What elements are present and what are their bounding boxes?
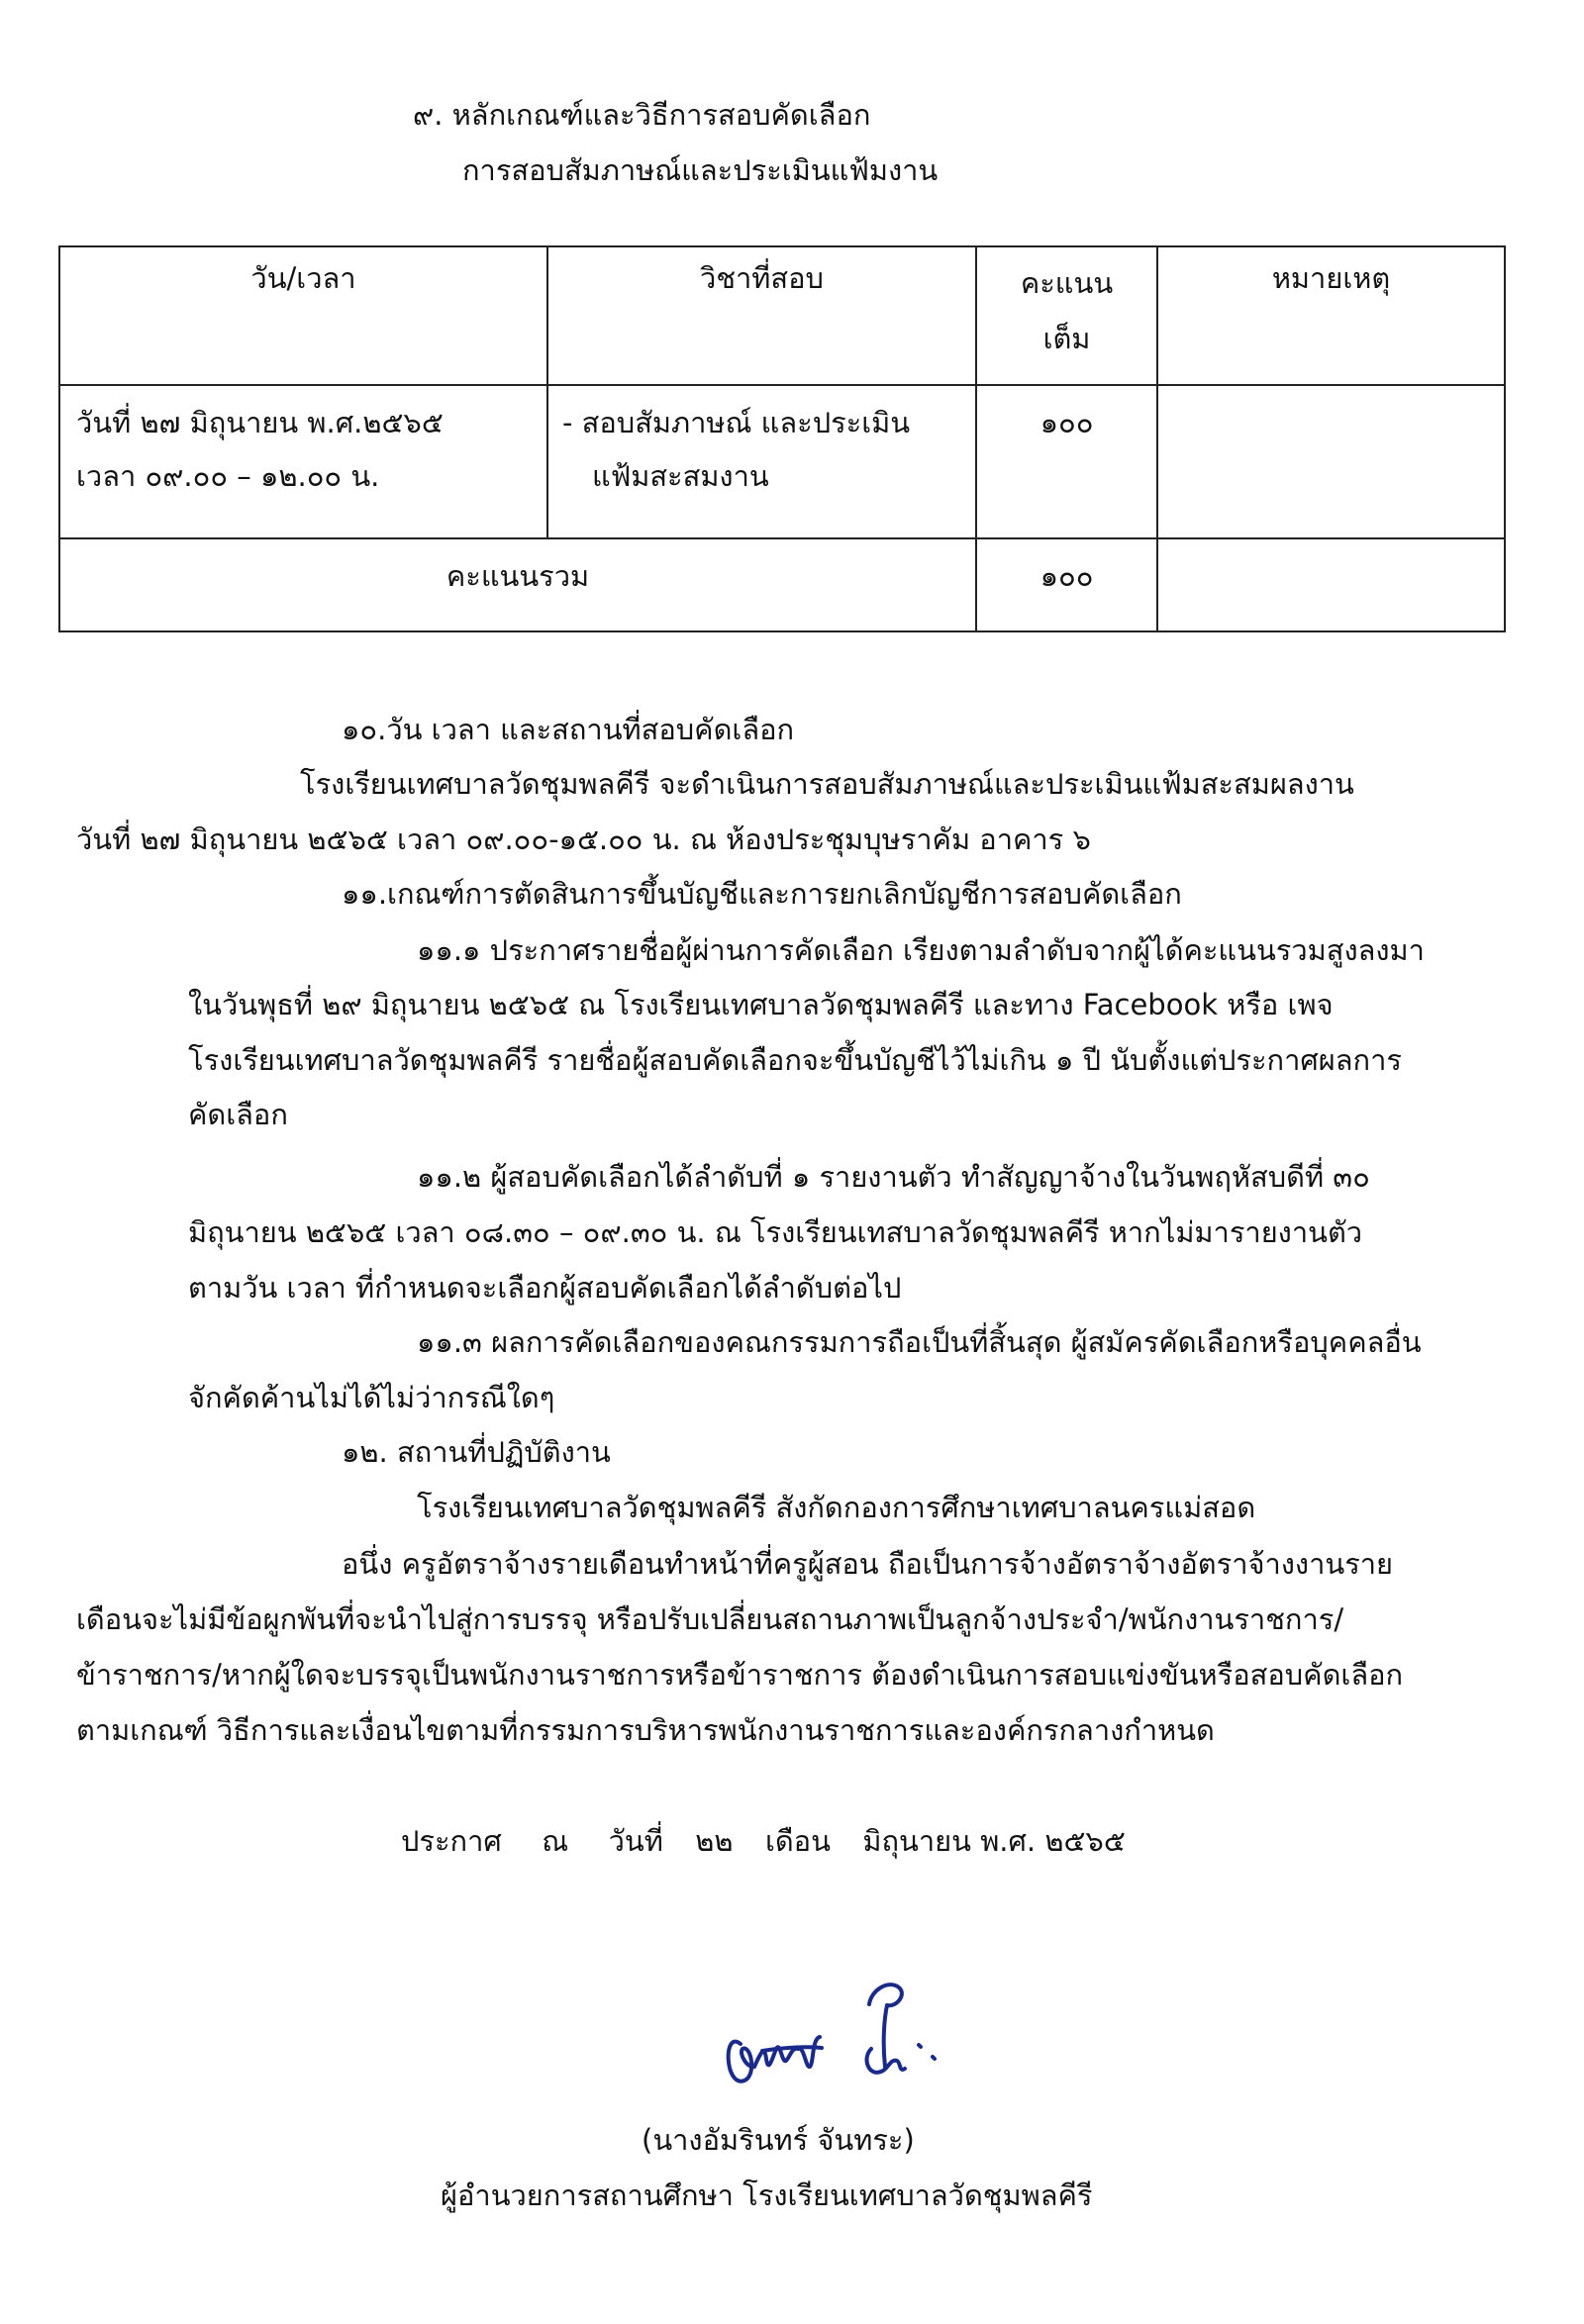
section10-heading: ๑๐.วัน เวลา และสถานที่สอบคัดเลือก bbox=[342, 713, 795, 746]
total-remark bbox=[1157, 538, 1505, 631]
header-remark: หมายเหตุ bbox=[1157, 246, 1505, 385]
note-line2: เดือนจะไม่มีข้อผูกพันที่จะนำไปสู่การบรรจุ หรือปรับเปลี่ยนสถานภาพเป็นลูกจ้างประจำ/พนักงานราชการ/ bbox=[76, 1602, 1344, 1636]
section11-1-line4: คัดเลือก bbox=[188, 1098, 288, 1131]
row-subject bbox=[547, 385, 976, 538]
section11-3-line1: ๑๑.๓ ผลการคัดเลือกของคณกรรมการถือเป็นที่สิ้นสุด ผู้สมัครคัดเลือกหรือบุคคลอื่น bbox=[417, 1325, 1422, 1359]
section12-line1: โรงเรียนเทศบาลวัดชุมพลคีรี สังกัดกองการศึกษาเทศบาลนครแม่สอด bbox=[417, 1491, 1256, 1524]
row-subject-line1: - สอบสัมภาษณ์ และประเมิน bbox=[562, 406, 911, 439]
table-total-row bbox=[59, 538, 1505, 631]
header-score-line2: เต็ม bbox=[1042, 322, 1091, 355]
section11-3-line2: จักคัดค้านไม่ได้ไม่ว่ากรณีใดๆ bbox=[188, 1381, 555, 1414]
row-score: ๑๐๐ bbox=[976, 385, 1157, 538]
note-line1: อนึ่ง ครูอัตราจ้างรายเดือนทำหน้าที่ครูผู้สอน ถือเป็นการจ้างอัตราจ้างอัตราจ้างงานราย bbox=[342, 1547, 1394, 1581]
section11-1-line2: ในวันพุธที่ ๒๙ มิถุนายน ๒๕๖๕ ณ โรงเรียนเทศบาลวัดชุมพลคีรี และทาง Facebook หรือ เพจ bbox=[188, 988, 1334, 1021]
row-datetime bbox=[59, 385, 547, 538]
row-remark bbox=[1157, 385, 1505, 538]
header-subject: วิชาที่สอบ bbox=[547, 246, 976, 385]
row-time: เวลา ๐๙.๐๐ – ๑๒.๐๐ น. bbox=[76, 459, 380, 493]
note-line4: ตามเกณฑ์ วิธีการและเงื่อนไขตามที่กรรมการบริหารพนักงานราชการและองค์กรกลางกำหนด bbox=[76, 1713, 1215, 1747]
section11-2-line3: ตามวัน เวลา ที่กำหนดจะเลือกผู้สอบคัดเลือกได้ลำดับต่อไป bbox=[188, 1271, 902, 1305]
section11-heading: ๑๑.เกณฑ์การตัดสินการขึ้นบัญชีและการยกเลิกบัญชีการสอบคัดเลือก bbox=[342, 877, 1182, 911]
section9-subheading: การสอบสัมภาษณ์และประเมินแฟ้มงาน bbox=[462, 153, 939, 187]
announcement-day-label: วันที่ bbox=[608, 1824, 663, 1858]
header-score-line1: คะแนน bbox=[1020, 266, 1114, 300]
announcement-date bbox=[401, 1821, 1126, 1861]
header-full-score bbox=[976, 246, 1157, 385]
row-subject-line2: แฟ้มสะสมงาน bbox=[592, 459, 769, 493]
table-header-row bbox=[59, 246, 1505, 385]
announcement-day: ๒๒ bbox=[695, 1824, 734, 1858]
section11-2-line2: มิถุนายน ๒๕๖๕ เวลา ๐๘.๓๐ – ๐๙.๓๐ น. ณ โรงเรียนเทสบาลวัดชุมพลคีรี หากไม่มารายงานตัว bbox=[188, 1215, 1363, 1249]
section11-1-line3: โรงเรียนเทศบาลวัดชุมพลคีรี รายชื่อผู้สอบคัดเลือกจะขึ้นบัญชีไว้ไม่เกิน ๑ ปี นับตั้งแต่ประกาศผลการ bbox=[188, 1043, 1402, 1077]
exam-schedule-table bbox=[58, 245, 1506, 632]
note-line3: ข้าราชการ/หากผู้ใดจะบรรจุเป็นพนักงานราชการหรือข้าราชการ ต้องดำเนินการสอบแข่งขันหรือสอบคัดเลือก bbox=[76, 1658, 1404, 1692]
section12-heading: ๑๒. สถานที่ปฏิบัติงาน bbox=[342, 1435, 611, 1469]
total-label: คะแนนรวม bbox=[59, 538, 976, 631]
announcement-month-year: มิถุนายน พ.ศ. ๒๕๖๕ bbox=[862, 1824, 1126, 1858]
total-score: ๑๐๐ bbox=[976, 538, 1157, 631]
announcement-prefix: ประกาศ bbox=[401, 1824, 502, 1858]
table-row bbox=[59, 385, 1505, 538]
signatory-position: ผู้อำนวยการสถานศึกษา โรงเรียนเทศบาลวัดชุมพลคีรี bbox=[441, 2179, 1093, 2212]
signatory-name: (นางอัมรินทร์ จันทระ) bbox=[642, 2123, 915, 2157]
section9-heading: ๙. หลักเกณฑ์และวิธีการสอบคัดเลือก bbox=[413, 98, 871, 132]
announcement-month-label: เดือน bbox=[764, 1824, 831, 1858]
handwritten-signature bbox=[703, 1950, 960, 2118]
section10-line1: โรงเรียนเทศบาลวัดชุมพลคีรี จะดำเนินการสอบสัมภาษณ์และประเมินแฟ้มสะสมผลงาน bbox=[300, 767, 1354, 801]
row-date: วันที่ ๒๗ มิถุนายน พ.ศ.๒๕๖๕ bbox=[76, 406, 444, 439]
section11-1-line1: ๑๑.๑ ประกาศรายชื่อผู้ผ่านการคัดเลือก เรียงตามลำดับจากผู้ได้คะแนนรวมสูงลงมา bbox=[417, 933, 1425, 967]
section10-line2: วันที่ ๒๗ มิถุนายน ๒๕๖๕ เวลา ๐๙.๐๐-๑๕.๐๐ น. ณ ห้องประชุมบุษราคัม อาคาร ๖ bbox=[76, 823, 1091, 856]
section11-2-line1: ๑๑.๒ ผู้สอบคัดเลือกได้ลำดับที่ ๑ รายงานตัว ทำสัญญาจ้างในวันพฤหัสบดีที่ ๓๐ bbox=[417, 1160, 1370, 1194]
announcement-at: ณ bbox=[542, 1824, 569, 1858]
header-datetime: วัน/เวลา bbox=[59, 246, 547, 385]
